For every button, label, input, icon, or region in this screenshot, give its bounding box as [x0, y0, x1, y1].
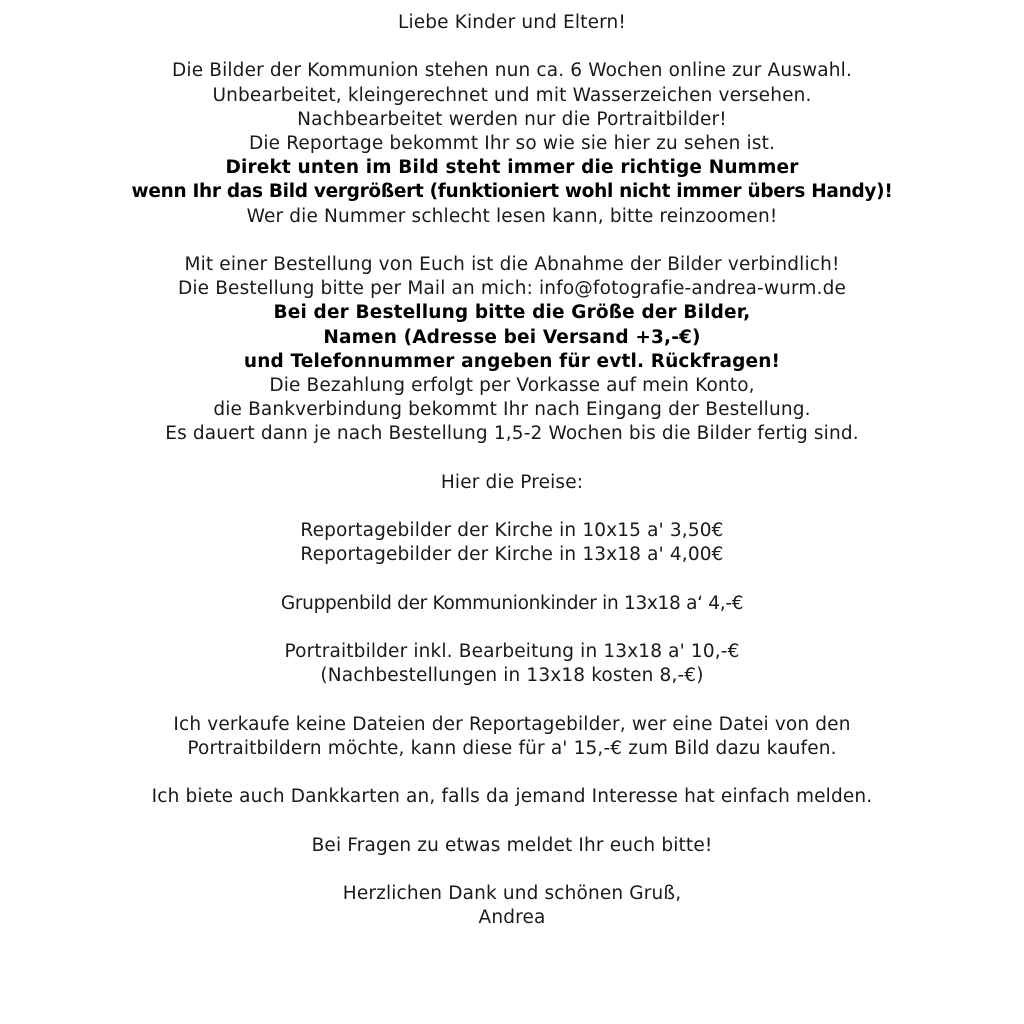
- spacer: [0, 495, 1024, 519]
- intro-line-3: Nachbearbeitet werden nur die Portraitbilder!: [297, 108, 727, 130]
- order-requirements-line-3: und Telefonnummer angeben für evtl. Rückfragen!: [243, 350, 781, 372]
- order-requirements-line-1: Bei der Bestellung bitte die Größe der Bilder,: [273, 302, 751, 324]
- spacer: [0, 858, 1024, 882]
- signature: Andrea: [478, 907, 546, 929]
- intro-line-4: Die Reportage bekommt Ihr so wie sie hier zu sehen ist.: [248, 133, 775, 154]
- spacer: [0, 447, 1024, 471]
- order-info-line-1: Mit einer Bestellung von Euch ist die Abnahme der Bilder verbindlich!: [184, 254, 840, 275]
- questions-note: Bei Fragen zu etwas meldet Ihr euch bitte!: [311, 834, 713, 856]
- spacer: [0, 616, 1024, 640]
- files-note-line-1: Ich verkaufe keine Dateien der Reportagebilder, wer eine Datei von den: [173, 713, 851, 735]
- spacer: [0, 761, 1024, 785]
- spacer: [0, 229, 1024, 253]
- intro-line-1: Die Bilder der Kommunion stehen nun ca. 6 Wochen online zur Auswahl.: [172, 60, 852, 82]
- price-portrait-reorder: (Nachbestellungen in 13x18 kosten 8,-€): [320, 665, 704, 687]
- prices-heading: Hier die Preise:: [440, 471, 584, 493]
- number-note-line-2: wenn Ihr das Bild vergrößert (funktioniert wohl nicht immer übers Handy)!: [131, 181, 893, 203]
- thank-you-cards-note: Ich biete auch Dankkarten an, falls da jemand Interesse hat einfach melden.: [151, 786, 873, 808]
- greeting: Liebe Kinder und Eltern!: [397, 12, 626, 33]
- intro-line-2: Unbearbeitet, kleingerechnet und mit Wasserzeichen versehen.: [212, 84, 812, 106]
- spacer: [0, 689, 1024, 713]
- payment-line-3: Es dauert dann je nach Bestellung 1,5-2 Wochen bis die Bilder fertig sind.: [165, 423, 859, 445]
- order-info-line-2: Die Bestellung bitte per Mail an mich: info@fotografie-andrea-wurm.de: [177, 278, 847, 300]
- order-requirements-line-2: Namen (Adresse bei Versand +3,-€): [323, 326, 701, 348]
- payment-line-2: die Bankverbindung bekommt Ihr nach Eingang der Bestellung.: [213, 399, 811, 421]
- price-reportage-13x18: Reportagebilder der Kirche in 13x18 a' 4,00€: [300, 544, 724, 566]
- zoom-note: Wer die Nummer schlecht lesen kann, bitte reinzoomen!: [246, 205, 778, 227]
- spacer: [0, 35, 1024, 59]
- files-note-line-2: Portraitbildern möchte, kann diese für a' 15,-€ zum Bild dazu kaufen.: [187, 737, 837, 759]
- closing-greeting: Herzlichen Dank und schönen Gruß,: [342, 883, 682, 905]
- payment-line-1: Die Bezahlung erfolgt per Vorkasse auf mein Konto,: [269, 375, 755, 397]
- number-note-line-1: Direkt unten im Bild steht immer die richtige Nummer: [225, 157, 799, 179]
- spacer: [0, 810, 1024, 834]
- price-group-photo: Gruppenbild der Kommunionkinder in 13x18 a‘ 4,-€: [280, 592, 744, 614]
- price-reportage-10x15: Reportagebilder der Kirche in 10x15 a' 3,50€: [300, 520, 724, 542]
- spacer: [0, 568, 1024, 592]
- price-portrait: Portraitbilder inkl. Bearbeitung in 13x18 a' 10,-€: [284, 641, 740, 663]
